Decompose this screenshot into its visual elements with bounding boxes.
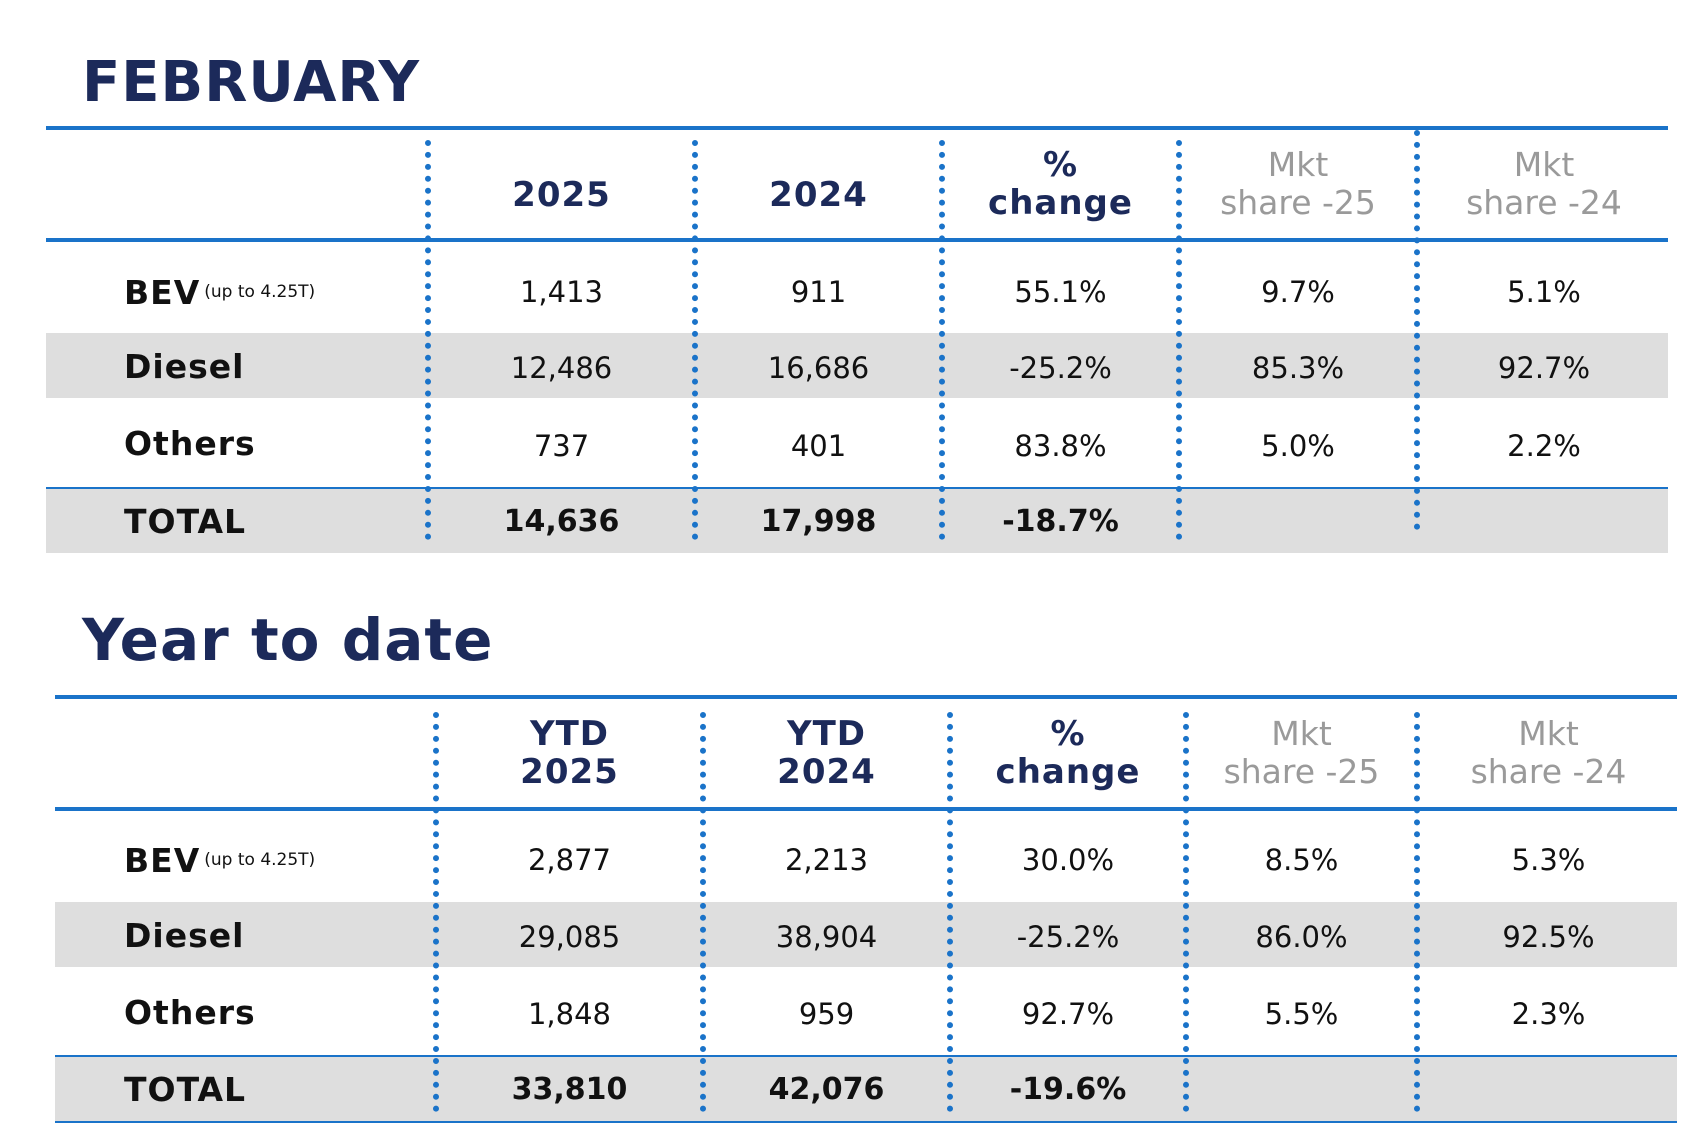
header-text: 2025: [512, 174, 611, 215]
header-ytd-2025: [439, 700, 700, 805]
row-label-total: TOTAL: [124, 1069, 247, 1109]
cell-value: 2.3%: [1511, 997, 1586, 1031]
cell-value: 85.3%: [1251, 351, 1345, 385]
cell-value: 55.1%: [1014, 275, 1107, 309]
february-title: FEBRUARY: [82, 50, 421, 115]
header-pct-change: [953, 700, 1183, 805]
cell-value: [1189, 1059, 1414, 1119]
header-mkt-share-24: [1420, 700, 1677, 805]
cell-value: 16,686: [767, 351, 870, 385]
row-label-diesel: Diesel: [124, 346, 245, 386]
header-pct-change: [945, 131, 1176, 236]
header-text: %: [1042, 144, 1079, 185]
row-label-bev: BEV (up to 4.25T): [124, 840, 316, 880]
cell-value: -25.2%: [1016, 920, 1120, 954]
cell-value: 42,076: [768, 1071, 885, 1107]
header-2024: [698, 131, 939, 236]
row-label-diesel: Diesel: [124, 915, 245, 955]
cell-value: 2.2%: [1507, 429, 1581, 463]
cell-value: 911: [790, 275, 847, 309]
header-text: Mkt: [1513, 144, 1575, 184]
cell-value: [1420, 1059, 1677, 1119]
cell-value: -18.7%: [1002, 503, 1119, 539]
cell-value: 29,085: [518, 920, 621, 954]
header-mkt-share-25: [1189, 700, 1414, 805]
cell-value: 737: [533, 429, 590, 463]
cell-value: 12,486: [510, 351, 613, 385]
cell-value: 2,877: [527, 843, 612, 877]
cell-value: 92.7%: [1497, 351, 1591, 385]
header-text: YTD: [786, 713, 867, 754]
header-text: share -24: [1470, 751, 1627, 791]
header-text: change: [988, 182, 1133, 223]
table-header-rule: [46, 238, 1668, 242]
cell-value: 83.8%: [1014, 429, 1107, 463]
cell-value: [1182, 491, 1414, 551]
cell-value: 38,904: [775, 920, 878, 954]
header-text: share -24: [1466, 182, 1622, 222]
row-label-bev: BEV (up to 4.25T): [124, 272, 316, 312]
cell-value: 1,848: [527, 997, 612, 1031]
cell-value: 5.3%: [1511, 843, 1586, 877]
header-text: share -25: [1220, 182, 1376, 222]
cell-value: 9.7%: [1261, 275, 1335, 309]
cell-value: 17,998: [760, 503, 877, 539]
header-text: Mkt: [1518, 713, 1579, 753]
cell-value: 5.1%: [1507, 275, 1581, 309]
table-header-rule: [55, 807, 1677, 811]
cell-value: 5.0%: [1261, 429, 1335, 463]
table-top-rule: [46, 126, 1668, 130]
cell-value: 92.5%: [1502, 920, 1595, 954]
header-mkt-share-25: [1182, 131, 1414, 236]
row-label-others: Others: [124, 992, 256, 1032]
header-text: Mkt: [1267, 144, 1329, 184]
header-text: %: [1050, 713, 1086, 754]
cell-value: -25.2%: [1009, 351, 1112, 385]
row-sublabel: (up to 4.25T): [204, 850, 316, 870]
header-mkt-share-24: [1420, 131, 1668, 236]
row-sublabel: (up to 4.25T): [204, 282, 316, 302]
row-label-total: TOTAL: [124, 501, 247, 541]
header-text: Mkt: [1271, 713, 1332, 753]
header-text: YTD: [529, 713, 610, 754]
row-label-others: Others: [124, 423, 256, 463]
table-bottom-rule: [55, 1121, 1677, 1123]
cell-value: [1420, 491, 1668, 551]
header-2025: [431, 131, 692, 236]
header-text: share -25: [1223, 751, 1380, 791]
header-text: 2024: [777, 751, 876, 792]
cell-value: 2,213: [784, 843, 869, 877]
cell-value: 8.5%: [1264, 843, 1339, 877]
cell-value: 959: [798, 997, 855, 1031]
cell-value: 92.7%: [1021, 997, 1115, 1031]
cell-value: 86.0%: [1255, 920, 1348, 954]
cell-value: 14,636: [503, 503, 620, 539]
year-to-date-title: Year to date: [82, 606, 494, 674]
cell-value: -19.6%: [1009, 1071, 1127, 1107]
header-ytd-2024: [706, 700, 947, 805]
cell-value: 30.0%: [1021, 843, 1115, 877]
header-text: 2024: [769, 174, 868, 215]
table-top-rule: [55, 695, 1677, 699]
header-text: change: [995, 751, 1141, 792]
cell-value: 1,413: [519, 275, 604, 309]
header-text: 2025: [520, 751, 619, 792]
cell-value: 33,810: [511, 1071, 628, 1107]
cell-value: 401: [790, 429, 847, 463]
cell-value: 5.5%: [1264, 997, 1339, 1031]
